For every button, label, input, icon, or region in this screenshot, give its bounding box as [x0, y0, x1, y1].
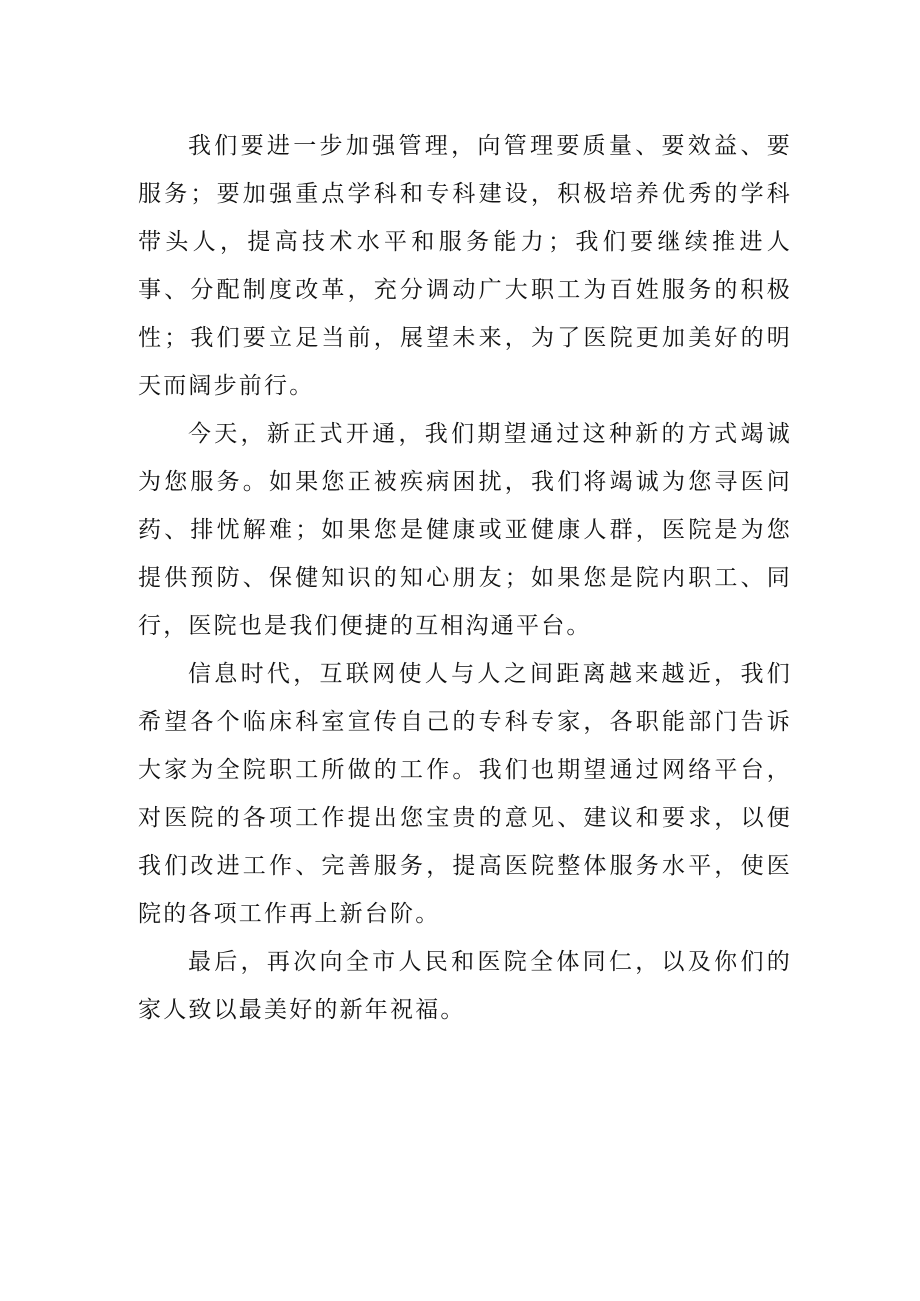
document-body — [138, 122, 792, 1034]
paragraph-2: 今天，新正式开通，我们期望通过这种新的方式竭诚为您服务。如果您正被疾病困扰，我们将竭诚为您寻医问药、排忧解难；如果您是健康或亚健康人群，医院是为您提供预防、保健知识的知心朋友；如果您是院内职工、同行，医院也是我们便捷的互相沟通平台。 — [138, 421, 792, 639]
paragraph-4: 最后，再次向全市人民和医院全体同仁，以及你们的家人致以最美好的新年祝福。 — [138, 949, 792, 1023]
paragraph-1: 我们要进一步加强管理，向管理要质量、要效益、要服务；要加强重点学科和专科建设，积极培养优秀的学科带头人，提高技术水平和服务能力；我们要继续推进人事、分配制度改革，充分调动广大职工为百姓服务的积极性；我们要立足当前，展望未来，为了医院更加美好的明天而阔步前行。 — [138, 133, 792, 399]
paragraph-3: 信息时代，互联网使人与人之间距离越来越近，我们希望各个临床科室宣传自己的专科专家，各职能部门告诉大家为全院职工所做的工作。我们也期望通过网络平台，对医院的各项工作提出您宝贵的意见、建议和要求，以便我们改进工作、完善服务，提高医院整体服务水平，使医院的各项工作再上新台阶。 — [138, 661, 792, 927]
